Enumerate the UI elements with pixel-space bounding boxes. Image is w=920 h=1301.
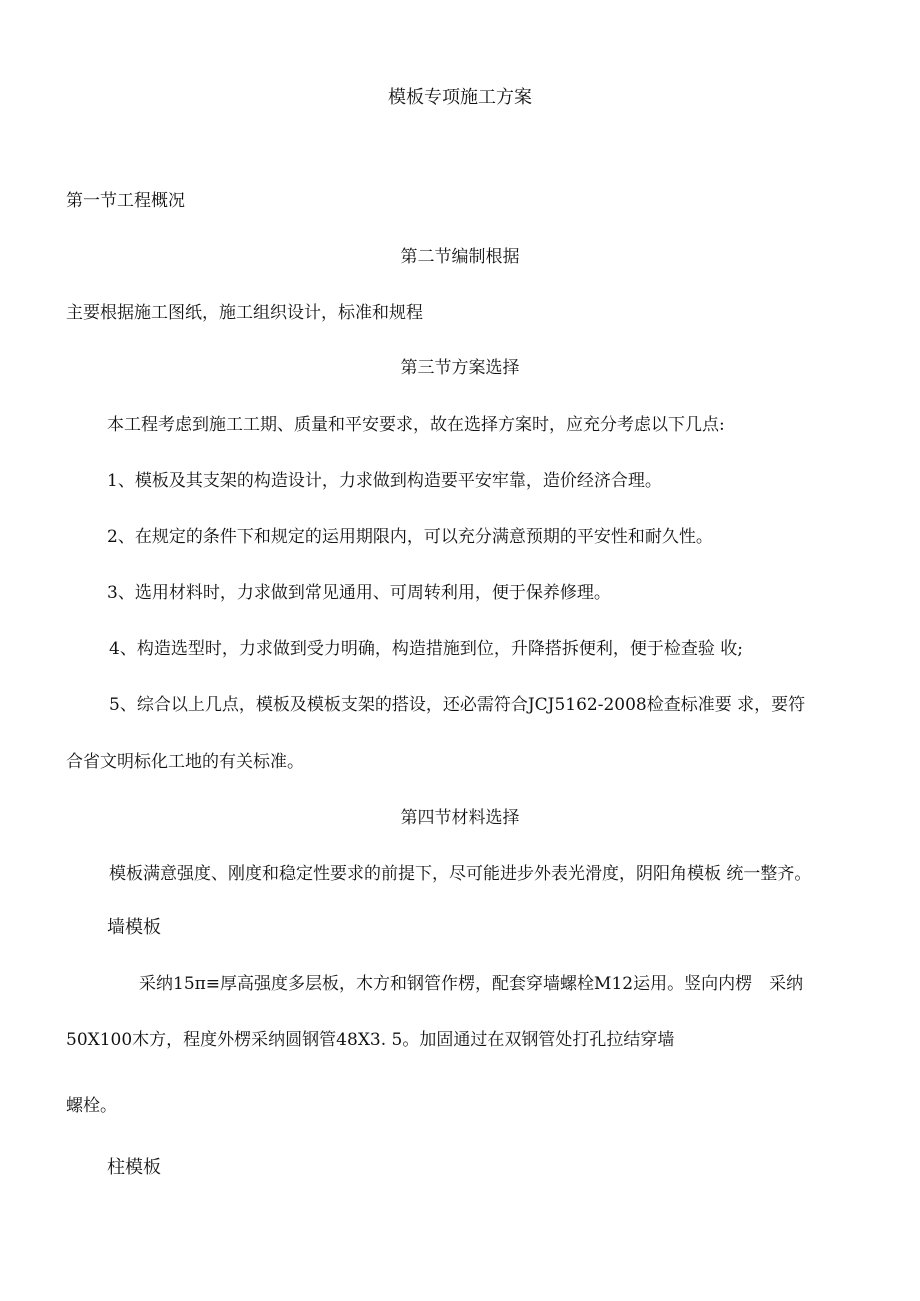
section4-intro: 模板满意强度、刚度和稳定性要求的前提下，尽可能进步外表光滑度，阴阳角模板 统一整齐。 bbox=[109, 864, 812, 884]
section3-intro: 本工程考虑到施工工期、质量和平安要求，故在选择方案时，应充分考虑以下几点: bbox=[107, 415, 725, 435]
section3-point-5: 5、综合以上几点，模板及模板支架的搭设，还必需符合JCJ5162-2008检查标准要 求，要符 bbox=[109, 695, 806, 715]
wall-formwork-text-line-2: 50X100木方，程度外楞采纳圆钢管48X3. 5。加固通过在双钢管处打孔拉结穿墙 bbox=[66, 1030, 675, 1050]
column-formwork-heading: 柱模板 bbox=[107, 1157, 161, 1178]
wall-formwork-text-line-1: 采纳15π≡厚高强度多层板，木方和钢管作楞，配套穿墙螺栓M12运用。竖向内楞 采纳 bbox=[139, 974, 804, 994]
section2-text: 主要根据施工图纸，施工组织设计，标准和规程 bbox=[66, 303, 423, 323]
section3-heading: 第三节方案选择 bbox=[400, 358, 520, 378]
wall-formwork-heading: 墙模板 bbox=[107, 917, 161, 938]
document-title: 模板专项施工方案 bbox=[388, 87, 532, 108]
wall-formwork-text-line-3: 螺栓。 bbox=[66, 1096, 117, 1116]
section3-point-2: 2、在规定的条件下和规定的运用期限内，可以充分满意预期的平安性和耐久性。 bbox=[107, 527, 713, 547]
section3-point-4: 4、构造选型时，力求做到受力明确，构造措施到位，升降搭拆便利，便于检查验 收; bbox=[109, 639, 743, 659]
section4-heading: 第四节材料选择 bbox=[400, 808, 520, 828]
section3-point-1: 1、模板及其支架的构造设计，力求做到构造要平安牢靠，造价经济合理。 bbox=[107, 471, 662, 491]
section3-point-3: 3、选用材料时，力求做到常见通用、可周转利用，便于保养修理。 bbox=[107, 583, 611, 603]
section3-point-5-continued: 合省文明标化工地的有关标准。 bbox=[66, 752, 304, 772]
section1-heading: 第一节工程概况 bbox=[66, 191, 185, 211]
section2-heading: 第二节编制根据 bbox=[400, 247, 520, 267]
